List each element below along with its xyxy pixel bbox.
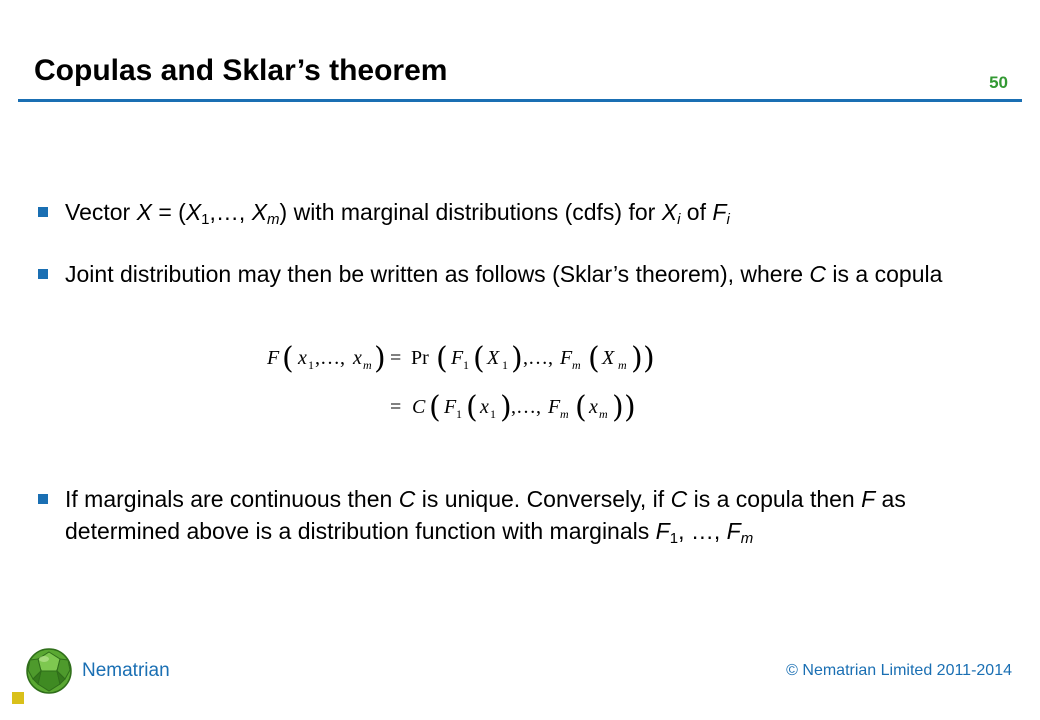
bullet-text-3: If marginals are continuous then C is unique. Conversely, if C is a copula then F as determined above is a distribution function with marginals $F_1$, …, $F_m$ [65, 486, 906, 547]
formula-Xm-sub: m [618, 358, 627, 372]
formula-xm: x [589, 396, 598, 418]
slide-title: Copulas and Sklar’s theorem [34, 54, 448, 87]
brand-name: Nematrian [82, 660, 170, 681]
formula-F: F [267, 347, 280, 369]
formula-paren: ) [643, 341, 655, 376]
formula-X1: X [487, 347, 500, 369]
formula-paren: ) [500, 390, 512, 425]
formula-F1: F [444, 396, 457, 418]
formula-paren: ) [374, 341, 386, 376]
bullet-marker-1 [38, 207, 48, 217]
formula-sep: ,…, [315, 347, 345, 369]
formula-paren: ( [588, 341, 600, 376]
formula-x1: x [480, 396, 489, 418]
formula-equals: = [390, 396, 402, 418]
formula-pr: Pr [411, 347, 429, 369]
formula-paren: ) [624, 390, 636, 425]
formula-F1-sub: 1 [463, 358, 469, 372]
formula-Fm-sub: m [572, 358, 581, 372]
formula-Fm: F [560, 347, 573, 369]
nematrian-logo-icon [24, 646, 74, 696]
slide-number: 50 [989, 73, 1008, 92]
formula-Fm: F [548, 396, 561, 418]
sklar-formula [255, 336, 675, 430]
bullet-text-2: Joint distribution may then be written as follows (Sklar’s theorem), where C is a copula [65, 261, 943, 287]
formula-F1-sub: 1 [456, 407, 462, 421]
formula-paren: ( [436, 341, 448, 376]
formula-F1: F [451, 347, 464, 369]
formula-paren: ) [511, 341, 523, 376]
formula-Xm: X [602, 347, 615, 369]
formula-paren: ( [282, 341, 294, 376]
bullet-marker-3 [38, 494, 48, 504]
formula-x1-sub: 1 [490, 407, 496, 421]
formula-sep: ,…, [511, 396, 541, 418]
formula-paren: ( [575, 390, 587, 425]
formula-X1-sub: 1 [502, 358, 508, 372]
formula-xm: x [353, 347, 362, 369]
formula-paren: ) [612, 390, 624, 425]
formula-xm-sub: m [599, 407, 608, 421]
formula-x1-sub: 1 [308, 358, 314, 372]
bullet-marker-2 [38, 269, 48, 279]
formula-paren: ( [466, 390, 478, 425]
formula-paren: ( [429, 390, 441, 425]
title-rule [18, 99, 1022, 102]
formula-paren: ( [473, 341, 485, 376]
formula-equals: = [390, 347, 402, 369]
bullet-text-1: Vector $X = (X_1,\dots$, $X_m$) with marginal distributions (cdfs) for $X_i$ of $F_i$ [65, 199, 730, 228]
logo-accent-square [12, 692, 24, 704]
formula-sep: ,…, [523, 347, 553, 369]
formula-Fm-sub: m [560, 407, 569, 421]
formula-x1: x [298, 347, 307, 369]
formula-C: C [412, 396, 426, 418]
formula-paren: ) [631, 341, 643, 376]
formula-xm-sub: m [363, 358, 372, 372]
copyright-text: © Nematrian Limited 2011-2014 [786, 662, 1012, 679]
